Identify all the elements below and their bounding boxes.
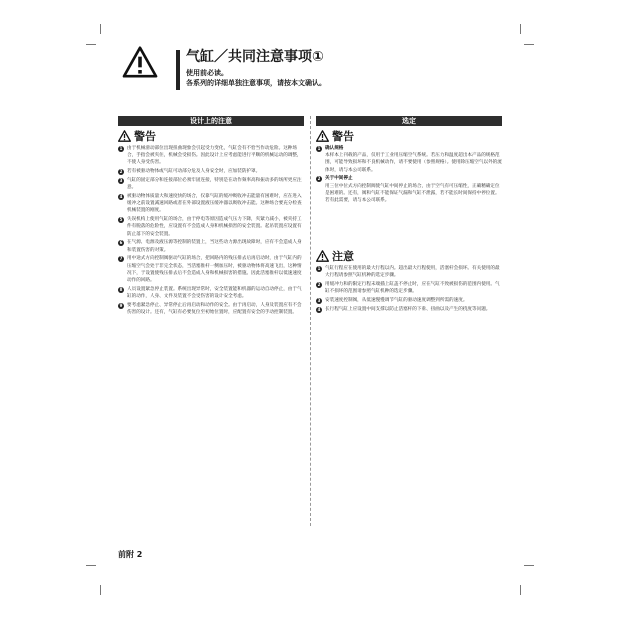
list-item (316, 145, 502, 174)
crop-mark (524, 44, 534, 45)
crop-mark (100, 24, 101, 34)
item-number: 4 (317, 306, 321, 312)
item-text: 安装速度控制阀，从低速慢慢调节气缸的驱动速度调整到所需的速度。 (325, 298, 468, 303)
warning-icon (118, 130, 131, 142)
list-item (118, 216, 306, 238)
item-text: 由于机械滑动部位出现扭曲现象会引起受力变化，气缸会有不恰当作动危险。这种场合，手指会被夹住，机械会受损伤。因此设计上应考虑能进行平顺的机械运动的调整，不使人身受伤害。 (127, 146, 302, 166)
warning-title: 警告 (134, 130, 156, 143)
crop-mark (520, 24, 521, 34)
page-number: 前附 2 (118, 550, 143, 559)
page-subtitle: 使用前必读。 (186, 69, 228, 77)
warning-triangle-icon (122, 46, 158, 78)
item-heading: 关于中间停止 (325, 176, 353, 182)
item-text: 失误机构上使用气缸的场合，由于停电等原因造成气压力下降，夹紧力减小，被夹持工件有脱落的危险性，应设置有不会造成人身和机械损害的安全装置。起吊装置应设置有防止落下的安全装置。 (127, 217, 302, 237)
selection-warning-list (316, 145, 502, 206)
item-number: 9 (119, 302, 123, 308)
item-number: 2 (119, 169, 123, 175)
item-text: 用三位中位式方向控制阀使气缸中间停止的场合，由于空气有可压缩性，正确精确定位是困难的。还有，阀和气缸不能保证气漏和气缸不泄露，若不能长时间保持中停位置。若有此需要，请与本公司联系。 (325, 183, 500, 204)
item-number: 6 (119, 240, 123, 246)
item-text: 本样本上刊载的产品，仅用于工业用压缩空气系统。若压力和温度超出本产品的规格范围，可能导致损坏和不良机械动作，请不要使用（参照规格）。使用除压缩空气以外的流体时，请与本公司联系。 (325, 153, 502, 173)
page-header (118, 44, 502, 104)
item-heading: 确认规格 (325, 146, 344, 151)
item-number: 4 (119, 194, 123, 199)
item-number: 7 (119, 256, 123, 262)
item-text: 人员设置紧急停止装置。系统出现异常时，安全装置能和机器的运动自动停止，由于气缸的动作，人身、文件及装置不会受伤害的设计安全考虑。 (127, 286, 302, 300)
caution-icon (316, 250, 329, 262)
warning-heading (316, 130, 354, 144)
list-item (118, 255, 306, 284)
list-item (118, 286, 306, 300)
list-item (316, 175, 502, 204)
crop-mark (524, 565, 534, 566)
list-item (118, 145, 306, 167)
warning-title: 警告 (332, 130, 354, 143)
crop-mark (86, 44, 96, 45)
crop-mark (100, 585, 101, 595)
item-number: 1 (119, 146, 123, 151)
item-text: 要考虑紧急停止、异常停止后再启动和动作的安全。由于再启动，人身及装置应有不会伤害的设计。还有，气缸有必要复位至初始位置时，应配置有安全的手动控制装置。 (127, 302, 302, 316)
list-item (118, 168, 306, 175)
item-text: 气缸行程应在使用的最大行程以内。超出最大行程使用，活塞杆会损坏。有关使用的最大行程请参照气缸机种的选定步骤。 (325, 266, 500, 279)
document-page (118, 44, 502, 564)
item-text: 若有被驱动物体或气缸可动部分危及人身安全时，应加装防护罩。 (127, 169, 261, 175)
list-item (118, 177, 306, 191)
list-item (316, 306, 502, 313)
caution-heading (316, 250, 354, 264)
item-text: 用缓冲力和的限定行程末端插上缸盖不停止时，应在气缸不致被损伤的范围内使用。气缸不损坏的范围请参照气缸机种的选定步骤。 (325, 282, 500, 295)
item-number: 2 (317, 176, 321, 182)
item-text: 在气源、电源及液压源等控制的装置上，当这些动力源出现故障时，应有不会造成人身和装置伤害的对策。 (127, 240, 302, 253)
selection-caution-list (316, 265, 502, 315)
column-heading-design: 设计上的注意 (118, 116, 304, 126)
list-item (316, 265, 502, 279)
item-number: 3 (119, 178, 123, 183)
item-text: 长行程气缸上应设置中间支撑以防止活塞杆的下垂、扭曲以及产生的挠度等问题。 (325, 306, 491, 312)
list-item (118, 302, 306, 316)
item-text: 气缸的固定部分和连接部位必须牢固连接，特别是在动作频率高和振动多的场所更应注意。 (127, 178, 302, 191)
header-accent-bar (176, 50, 180, 90)
page-title: 气缸／共同注意事项① (186, 49, 324, 65)
design-warning-list (118, 145, 306, 318)
item-number: 5 (119, 217, 123, 223)
list-item (316, 281, 502, 295)
item-number: 2 (317, 282, 321, 287)
list-item (316, 297, 502, 304)
item-text: 被驱动物体质量大和速度快的场合，仅靠气缸的缓冲吸收冲击能量有困难时，应在进入缓冲之前设置减速回路或者在外部设置液压缓冲器以吸收冲击能。这种场合要充分检查机械装置的刚度。 (127, 194, 302, 214)
item-number: 1 (317, 146, 321, 151)
page-subtitle: 各系列的详细单独注意事项，请按本文确认。 (186, 79, 326, 87)
caution-title: 注意 (332, 250, 354, 263)
crop-mark (86, 565, 96, 566)
item-text: 用中途式方向控制阀驱动气缸的场合，把回路内的残压排去后再启动时，由于气缸内的压缩空气会处于非完全状态，当活塞推杆一侧加压时，被驱动物体将高速飞出，这种情况下，于设置使残压排去后不会造成人身和机械损害的措施。因此活塞推杆以低速速度动作的回路。 (127, 256, 302, 284)
list-item (118, 239, 306, 253)
warning-heading (118, 130, 156, 144)
warning-icon (316, 130, 329, 142)
crop-mark (520, 585, 521, 595)
item-number: 1 (317, 266, 321, 271)
list-item (118, 193, 306, 215)
item-number: 3 (317, 298, 321, 303)
column-heading-selection: 选定 (316, 116, 502, 126)
item-number: 8 (119, 286, 123, 292)
column-divider (310, 116, 311, 526)
